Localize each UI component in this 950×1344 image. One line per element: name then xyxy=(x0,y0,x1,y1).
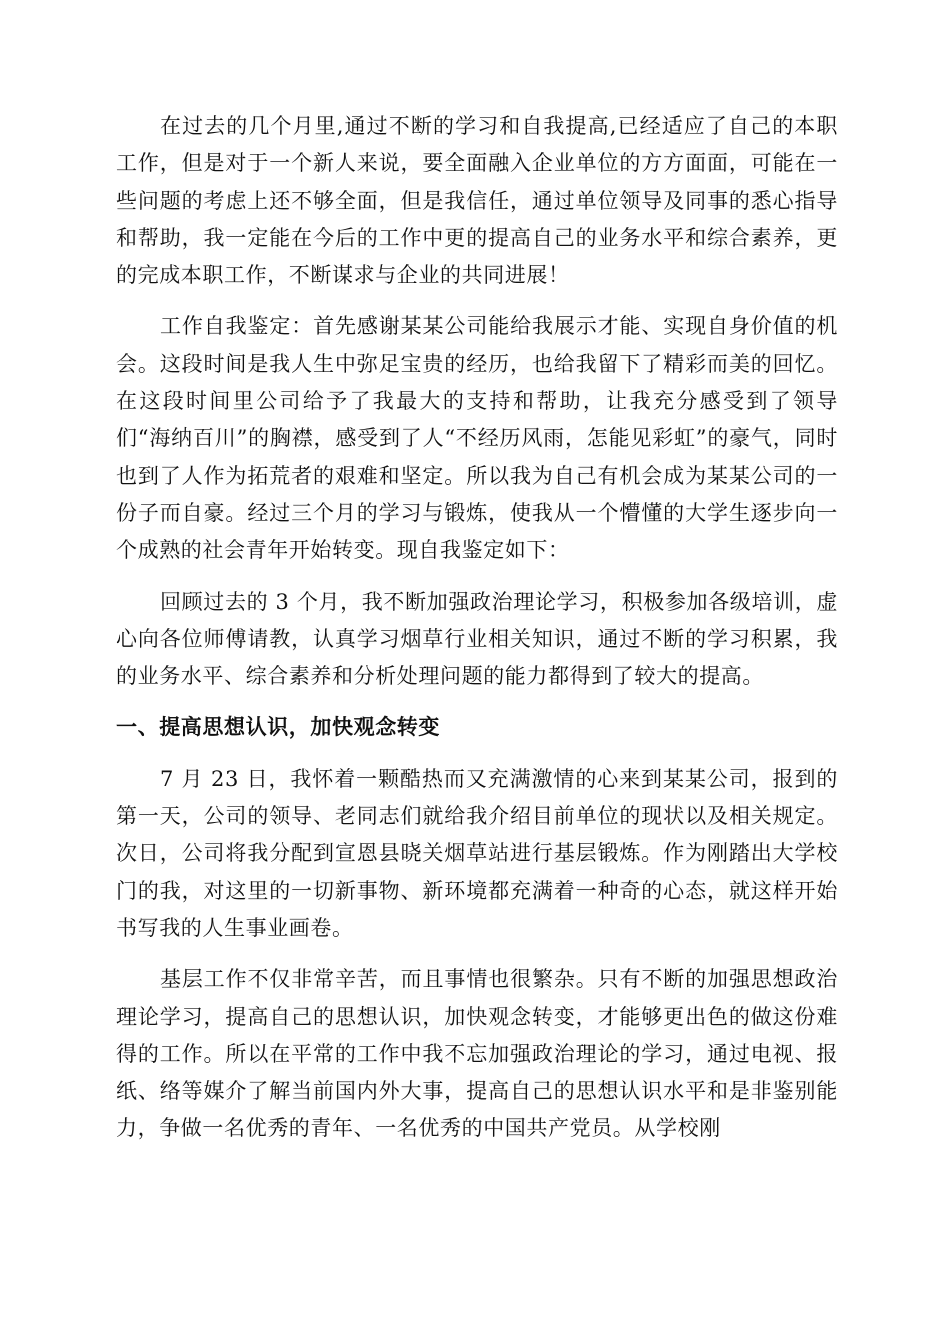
paragraph-grassroots-work: 基层工作不仅非常辛苦，而且事情也很繁杂。只有不断的加强思想政治理论学习，提高自己的思想认识，加快观念转变，才能够更出色的做这份难得的工作。所以在平常的工作中我不忘加强政治理论的学习，通过电视、报纸、络等媒介了解当前国内外大事，提高自己的思想认识水平和是非鉴别能力，争做一名优秀的青年、一名优秀的中国共产党员。从学校刚 xyxy=(116,967,838,1141)
paragraph-review: 回顾过去的 3 个月，我不断加强政治理论学习，积极参加各级培训，虚心向各位师傅请教，认真学习烟草行业相关知识，通过不断的学习积累，我的业务水平、综合素养和分析处理问题的能力都得到了较大的提高。 xyxy=(116,589,838,689)
document-body xyxy=(116,108,838,1162)
section-heading: 一、提高思想认识，加快观念转变 xyxy=(116,715,440,740)
paragraph-arrival: 7 月 23 日，我怀着一颗酷热而又充满激情的心来到某某公司，报到的第一天，公司的领导、老同志们就给我介绍目前单位的现状以及相关规定。次日，公司将我分配到宣恩县晓关烟草站进行基层锻炼。作为刚踏出大学校门的我，对这里的一切新事物、新环境都充满着一种奇的心态，就这样开始书写我的人生事业画卷。 xyxy=(116,766,838,940)
paragraph-adaptation: 在过去的几个月里,通过不断的学习和自我提高,已经适应了自己的本职工作，但是对于一个新人来说，要全面融入企业单位的方方面面，可能在一些问题的考虑上还不够全面，但是我信任，通过单位领导及同事的悉心指导和帮助，我一定能在今后的工作中更的提高自己的业务水平和综合素养，更的完成本职工作，不断谋求与企业的共同进展！ xyxy=(116,114,838,288)
paragraph-self-evaluation: 工作自我鉴定：首先感谢某某公司能给我展示才能、实现自身价值的机会。这段时间是我人生中弥足宝贵的经历，也给我留下了精彩而美的回忆。在这段时间里公司给予了我最大的支持和帮助，让我充分感受到了领导们“海纳百川”的胸襟，感受到了人“不经历风雨，怎能见彩虹”的豪气，同时也到了人作为拓荒者的艰难和坚定。所以我为自己有机会成为某某公司的一份子而自豪。经过三个月的学习与锻炼，使我从一个懵懂的大学生逐步向一个成熟的社会青年开始转变。现自我鉴定如下： xyxy=(116,314,838,563)
